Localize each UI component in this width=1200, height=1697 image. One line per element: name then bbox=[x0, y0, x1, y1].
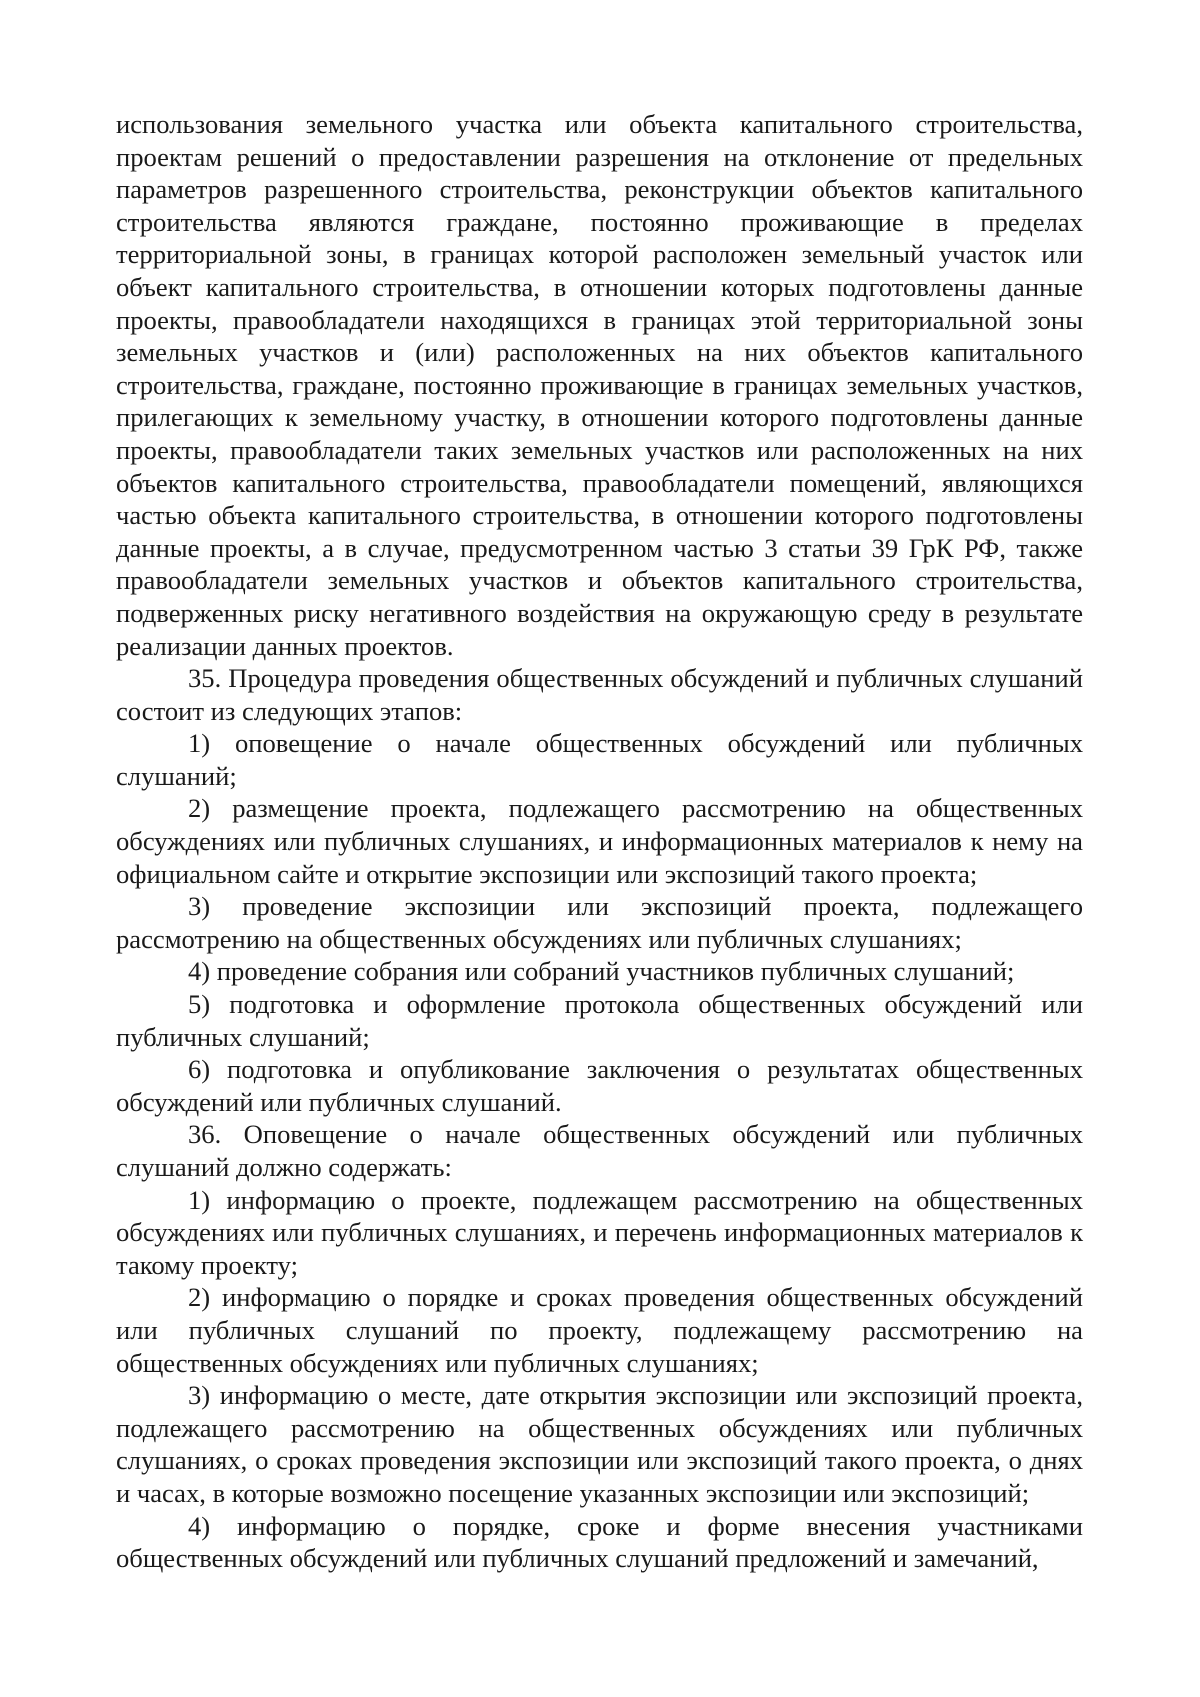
list-item-35-5: 5) подготовка и оформление протокола общественных обсуждений или публичных слушаний; bbox=[116, 989, 1083, 1052]
list-item-35-2: 2) размещение проекта, подлежащего рассмотрению на общественных обсуждениях или публичных слушаниях, и информационных материалов к нему на официальном сайте и открытие экспозиции или экспозиций такого проекта; bbox=[116, 793, 1083, 889]
list-item-35-1: 1) оповещение о начале общественных обсуждений или публичных слушаний; bbox=[116, 728, 1083, 791]
list-item-35-3: 3) проведение экспозиции или экспозиций проекта, подлежащего рассмотрению на общественных обсуждениях или публичных слушаниях; bbox=[116, 891, 1083, 954]
paragraph-continuation: использования земельного участка или объекта капитального строительства, проектам решений о предоставлении разрешения на отклонение от предельных параметров разрешенного строительства, реконструкции объектов капитального строительства являются граждане, постоянно проживающие в пределах территориальной зоны, в границах которой расположен земельный участок или объект капитального строительства, в отношении которых подготовлены данные проекты, правообладатели находящихся в границах этой территориальной зоны земельных участков и (или) расположенных на них объектов капитального строительства, граждане, постоянно проживающие в границах земельных участков, прилегающих к земельному участку, в отношении которого подготовлены данные проекты, правообладатели таких земельных участков или расположенных на них объектов капитального строительства, правообладатели помещений, являющихся частью объекта капитального строительства, в отношении которого подготовлены данные проекты, а в случае, предусмотренном частью 3 статьи 39 ГрК РФ, также правообладатели земельных участков и объектов капитального строительства, подверженных риску негативного воздействия на окружающую среду в результате реализации данных проектов. bbox=[116, 109, 1083, 661]
list-item-35-4: 4) проведение собрания или собраний участников публичных слушаний; bbox=[188, 956, 1015, 987]
paragraph-item-36: 36. Оповещение о начале общественных обсуждений или публичных слушаний должно содержать: bbox=[116, 1119, 1083, 1182]
list-item-36-2: 2) информацию о порядке и сроках проведения общественных обсуждений или публичных слушаний по проекту, подлежащему рассмотрению на общественных обсуждениях или публичных слушаниях; bbox=[116, 1282, 1083, 1378]
list-item-36-1: 1) информацию о проекте, подлежащем рассмотрению на общественных обсуждениях или публичных слушаниях, и перечень информационных материалов к такому проекту; bbox=[116, 1184, 1083, 1280]
list-item-36-4: 4) информацию о порядке, сроке и форме внесения участниками общественных обсуждений или публичных слушаний предложений и замечаний, bbox=[116, 1510, 1083, 1574]
document-page bbox=[116, 108, 1083, 1575]
list-item-36-3: 3) информацию о месте, дате открытия экспозиции или экспозиций проекта, подлежащего рассмотрению на общественных обсуждениях или публичных слушаниях, о сроках проведения экспозиции или экспозиций такого проекта, о днях и часах, в которые возможно посещение указанных экспозиции или экспозиций; bbox=[116, 1380, 1083, 1508]
paragraph-item-35: 35. Процедура проведения общественных обсуждений и публичных слушаний состоит из следующих этапов: bbox=[116, 663, 1083, 726]
list-item-35-6: 6) подготовка и опубликование заключения о результатах общественных обсуждений или публичных слушаний. bbox=[116, 1054, 1083, 1117]
